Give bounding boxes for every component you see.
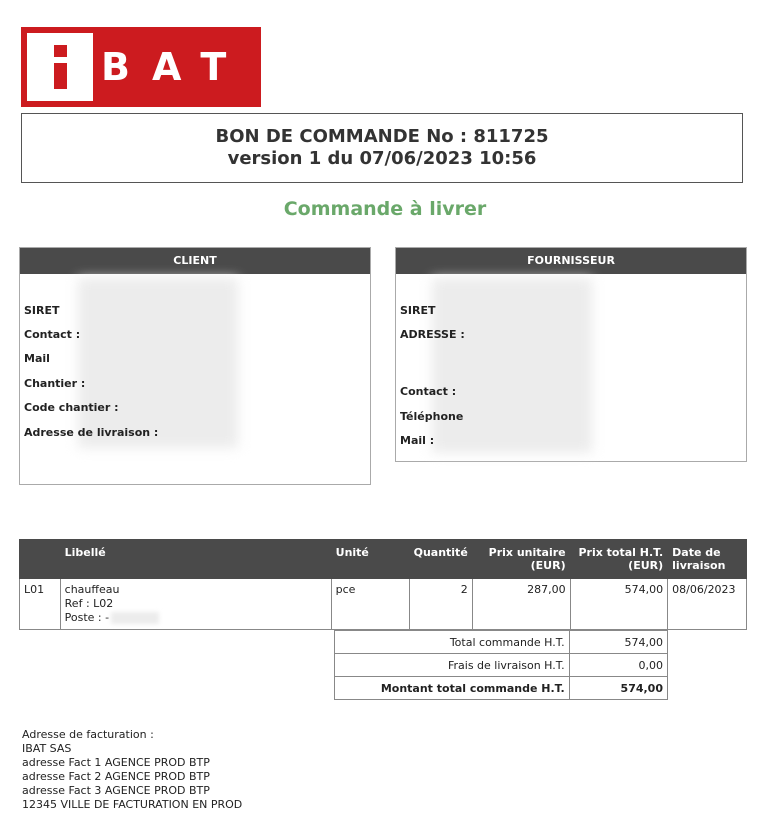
total-value: 574,00 [569, 631, 667, 654]
col-prix-unitaire: Prix unitaire (EUR) [472, 540, 570, 579]
cell-libelle [60, 579, 331, 630]
cell-prix-total: 574,00 [570, 579, 668, 630]
billing-label: Adresse de facturation : [22, 728, 154, 741]
billing-line: 12345 VILLE DE FACTURATION EN PROD [22, 798, 243, 811]
supplier-siret-label: SIRET [400, 304, 436, 317]
billing-address [22, 728, 242, 812]
order-title-box [21, 113, 743, 183]
company-logo [21, 27, 261, 107]
totals-row [335, 631, 668, 654]
order-status: Commande à livrer [283, 198, 487, 220]
totals-table [334, 630, 668, 700]
col-unite: Unité [331, 540, 409, 579]
supplier-box [395, 247, 747, 462]
montant-label: Montant total commande H.T. [335, 677, 570, 700]
frais-value: 0,00 [569, 654, 667, 677]
cell-prix-unitaire: 287,00 [472, 579, 570, 630]
supplier-heading: FOURNISSEUR [396, 248, 746, 274]
table-row [20, 579, 747, 630]
col-quantite: Quantité [409, 540, 472, 579]
supplier-mail-label: Mail : [400, 434, 435, 447]
logo-letters: BAT [101, 45, 249, 89]
col-libelle: Libellé [60, 540, 331, 579]
billing-line: adresse Fact 2 AGENCE PROD BTP [22, 770, 210, 783]
frais-label: Frais de livraison H.T. [335, 654, 570, 677]
table-header-row [20, 540, 747, 579]
cell-quantite: 2 [409, 579, 472, 630]
cell-date-livraison: 08/06/2023 [668, 579, 747, 630]
cell-code: L01 [20, 579, 61, 630]
client-siret-label: SIRET [24, 304, 60, 317]
redacted-area [432, 278, 592, 453]
col-date-livraison: Date de livraison [668, 540, 747, 579]
client-contact-label: Contact : [24, 328, 81, 341]
client-heading: CLIENT [20, 248, 370, 274]
supplier-contact-label: Contact : [400, 385, 457, 398]
totals-row [335, 677, 668, 700]
item-poste: Poste : - [65, 611, 327, 625]
total-label: Total commande H.T. [335, 631, 570, 654]
supplier-phone-label: Téléphone [400, 410, 464, 423]
logo-i-mark [27, 33, 93, 101]
totals-row [335, 654, 668, 677]
supplier-address-label: ADRESSE : [400, 328, 465, 341]
cell-unite: pce [331, 579, 409, 630]
client-mail-label: Mail [24, 352, 50, 365]
item-name: chauffeau [64, 583, 120, 596]
order-lines-table [19, 539, 747, 630]
col-prix-total: Prix total H.T. (EUR) [570, 540, 668, 579]
billing-line: adresse Fact 1 AGENCE PROD BTP [22, 756, 210, 769]
redacted-area [78, 278, 238, 448]
client-box [19, 247, 371, 485]
montant-value: 574,00 [569, 677, 667, 700]
client-code-chantier-label: Code chantier : [24, 401, 119, 414]
item-ref: Ref : L02 [64, 597, 114, 610]
order-number-title: BON DE COMMANDE No : 811725 [215, 126, 549, 147]
order-version: version 1 du 07/06/2023 10:56 [227, 148, 537, 169]
client-chantier-label: Chantier : [24, 377, 86, 390]
col-code [20, 540, 61, 579]
client-delivery-address-label: Adresse de livraison : [24, 426, 159, 439]
billing-line: IBAT SAS [22, 742, 72, 755]
billing-line: adresse Fact 3 AGENCE PROD BTP [22, 784, 210, 797]
